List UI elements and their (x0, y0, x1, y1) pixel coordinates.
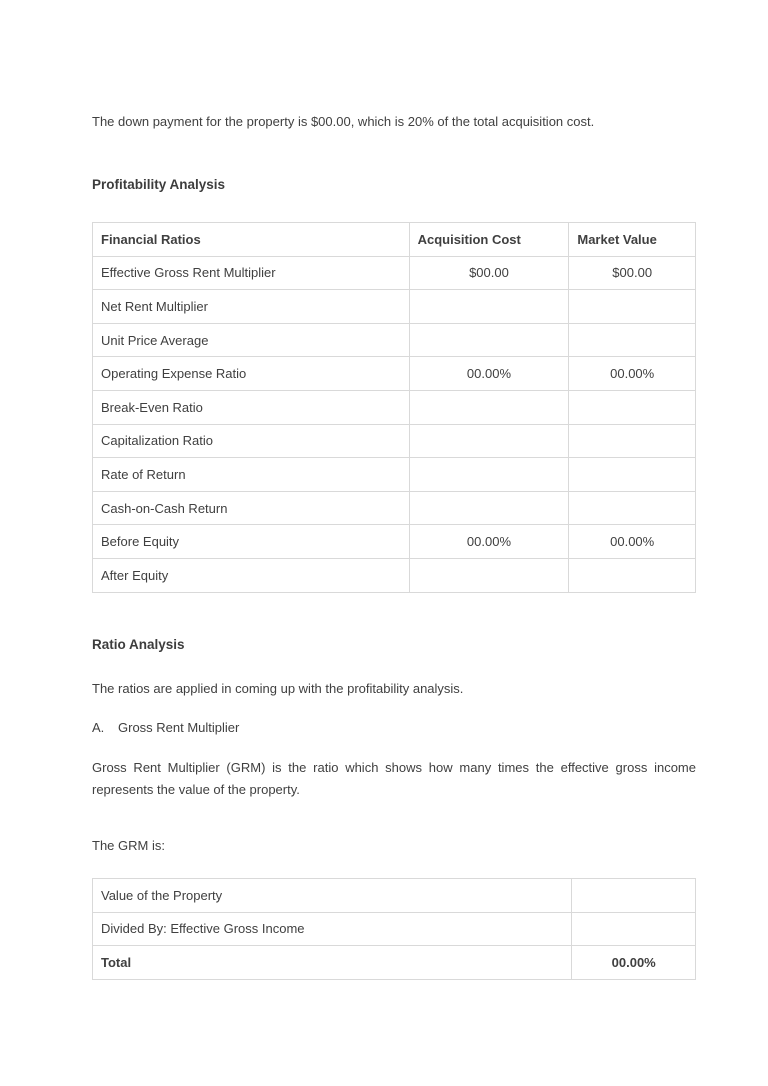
acquisition-cost-cell (409, 458, 569, 492)
market-value-cell: 00.00% (569, 357, 696, 391)
table-row (93, 879, 696, 913)
acquisition-cost-cell: $00.00 (409, 256, 569, 290)
table-row (93, 491, 696, 525)
list-label: Gross Rent Multiplier (118, 720, 240, 735)
market-value-header-cell: Market Value (569, 223, 696, 257)
ratio-label-cell: Net Rent Multiplier (93, 290, 410, 324)
grm-table (92, 878, 696, 980)
financial-ratios-table (92, 222, 696, 593)
ratio-label-cell: Capitalization Ratio (93, 424, 410, 458)
acquisition-cost-cell (409, 424, 569, 458)
grm-total-value-cell: 00.00% (572, 946, 696, 980)
grm-definition-paragraph: Gross Rent Multiplier (GRM) is the ratio which shows how many times the effective gross income represents the value of the property. (92, 760, 696, 797)
table-row (93, 912, 696, 946)
market-value-cell (569, 323, 696, 357)
ratio-label-cell: After Equity (93, 558, 410, 592)
ratio-label-cell: Operating Expense Ratio (93, 357, 410, 391)
market-value-cell: 00.00% (569, 525, 696, 559)
table-row (93, 525, 696, 559)
ratio-label-cell: Before Equity (93, 525, 410, 559)
profitability-analysis-heading: Profitability Analysis (92, 177, 226, 192)
ratio-label-cell: Effective Gross Rent Multiplier (93, 256, 410, 290)
ratio-label-cell: Unit Price Average (93, 323, 410, 357)
market-value-cell (569, 458, 696, 492)
acquisition-cost-cell (409, 491, 569, 525)
table-row (93, 390, 696, 424)
table-row-total (93, 946, 696, 980)
list-item-a (92, 718, 696, 738)
acquisition-cost-cell (409, 390, 569, 424)
grm-label-cell: Value of the Property (93, 879, 572, 913)
financial-ratios-table-wrap (92, 222, 696, 593)
acquisition-cost-header-cell: Acquisition Cost (409, 223, 569, 257)
list-marker: A. (92, 720, 105, 735)
table-row (93, 323, 696, 357)
grm-lead-paragraph: The GRM is: (92, 838, 165, 853)
ratio-analysis-intro: The ratios are applied in coming up with the profitability analysis. (92, 681, 464, 696)
table-row (93, 256, 696, 290)
acquisition-cost-cell: 00.00% (409, 357, 569, 391)
acquisition-cost-cell (409, 290, 569, 324)
table-row (93, 424, 696, 458)
acquisition-cost-cell (409, 323, 569, 357)
market-value-cell (569, 424, 696, 458)
grm-total-label-cell: Total (93, 946, 572, 980)
ratio-label-cell: Rate of Return (93, 458, 410, 492)
market-value-cell (569, 491, 696, 525)
market-value-cell (569, 390, 696, 424)
grm-value-cell (572, 912, 696, 946)
acquisition-cost-cell: 00.00% (409, 525, 569, 559)
ratio-label-cell: Cash-on-Cash Return (93, 491, 410, 525)
acquisition-cost-cell (409, 558, 569, 592)
grm-label-cell: Divided By: Effective Gross Income (93, 912, 572, 946)
grm-value-cell (572, 879, 696, 913)
financial-ratios-header-cell: Financial Ratios (93, 223, 410, 257)
down-payment-paragraph: The down payment for the property is $00.00, which is 20% of the total acquisition cost. (92, 114, 595, 129)
table-row (93, 558, 696, 592)
market-value-cell (569, 558, 696, 592)
table-header-row (93, 223, 696, 257)
ratio-label-cell: Break-Even Ratio (93, 390, 410, 424)
table-row (93, 290, 696, 324)
grm-table-wrap (92, 878, 696, 980)
market-value-cell (569, 290, 696, 324)
ratio-analysis-heading: Ratio Analysis (92, 637, 185, 652)
market-value-cell: $00.00 (569, 256, 696, 290)
table-row (93, 458, 696, 492)
table-row (93, 357, 696, 391)
